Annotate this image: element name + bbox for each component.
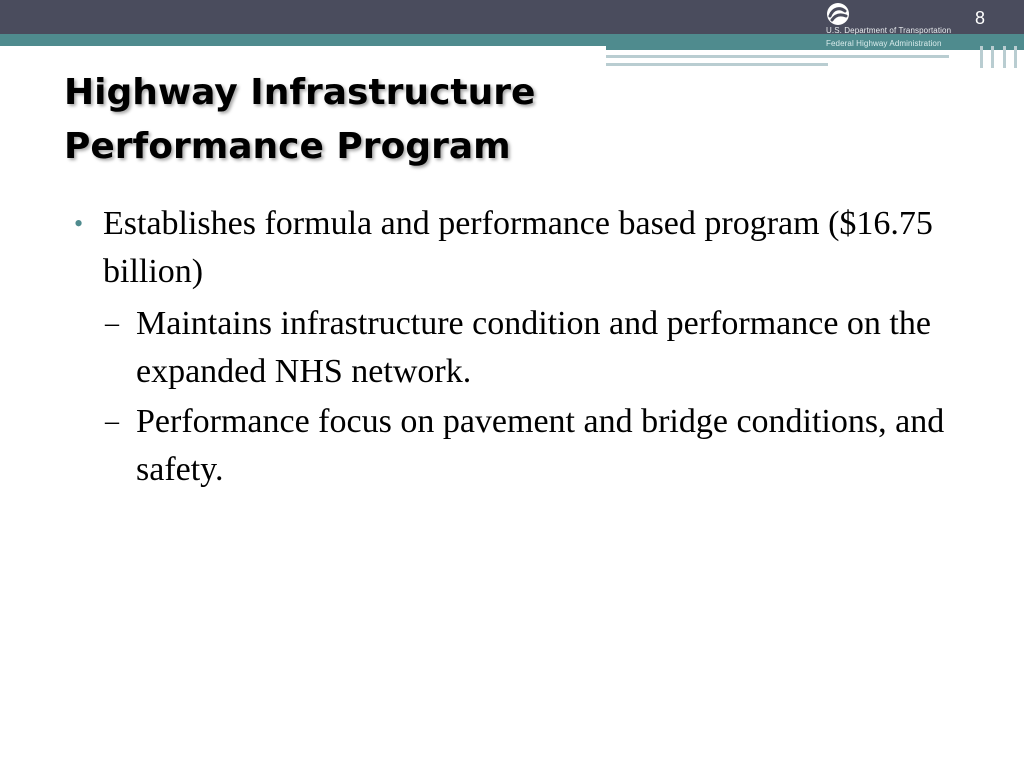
dash-marker: – bbox=[105, 308, 119, 339]
dash-marker: – bbox=[105, 406, 119, 437]
accent-line bbox=[606, 55, 949, 58]
bullet-list bbox=[74, 200, 964, 496]
sub-bullet-item bbox=[103, 398, 964, 494]
agency-name-line-2: Federal Highway Administration bbox=[826, 39, 942, 48]
bullet-marker: • bbox=[74, 209, 84, 238]
sub-bullet-list bbox=[103, 300, 964, 494]
sub-bullet-item bbox=[103, 300, 964, 396]
teal-sub-stripe bbox=[606, 46, 1024, 50]
slide-title-line-1: Highway Infrastructure bbox=[64, 72, 536, 113]
slide-number: 8 bbox=[974, 8, 985, 28]
accent-bar bbox=[991, 46, 994, 68]
bullet-text: Establishes formula and performance based program ($16.75 billion) bbox=[103, 205, 933, 290]
accent-bar bbox=[980, 46, 983, 68]
slide-title-line-2: Performance Program bbox=[64, 126, 511, 167]
accent-bar bbox=[1014, 46, 1017, 68]
bullet-item bbox=[74, 200, 964, 494]
agency-name-line-1: U.S. Department of Transportation bbox=[826, 26, 952, 35]
accent-bar bbox=[1003, 46, 1006, 68]
stripe-notch bbox=[0, 46, 606, 50]
sub-bullet-text: Maintains infrastructure condition and performance on the expanded NHS network. bbox=[136, 305, 931, 390]
slide-title bbox=[64, 66, 764, 174]
dot-logo-icon bbox=[826, 2, 850, 26]
sub-bullet-text: Performance focus on pavement and bridge conditions, and safety. bbox=[136, 403, 945, 488]
